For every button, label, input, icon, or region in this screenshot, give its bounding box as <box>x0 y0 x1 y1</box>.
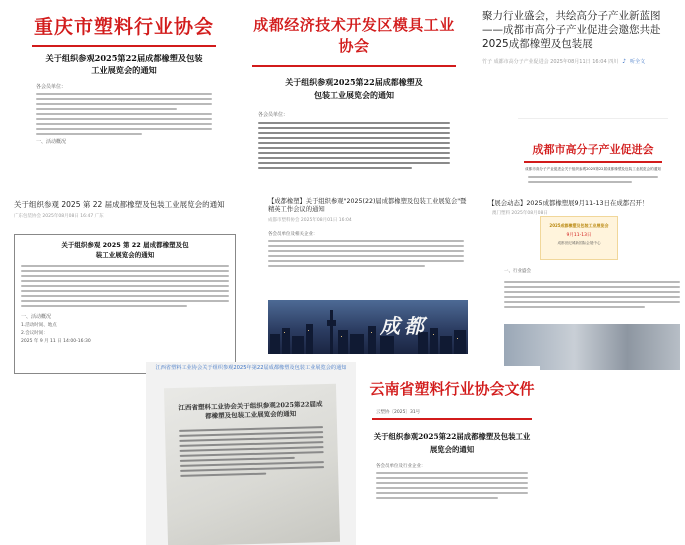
yunnan-doc-number: 云塑协〔2025〕31号 <box>376 410 421 415</box>
jiangxi-paper-photo <box>164 384 340 545</box>
jiangxi-doc-header: 江西省塑料工业协会关于组织参观2025第22届成都橡塑及包装工业展览会的通知 <box>178 400 323 421</box>
chengdu-city-meta: 成都市塑料协会 2025年08月01日 16:04 <box>268 218 352 223</box>
macau-headline[interactable]: 【展会动态】2025成都橡塑展9月11-13日在成都召开！ <box>488 199 649 207</box>
guangdong-body <box>21 265 229 307</box>
yunnan-title-line1: 关于组织参观2025第22届成都橡塑及包装工业 <box>373 432 531 441</box>
chengdu-city-headline[interactable]: 【成都橡塑】关于组织参观"2025(22)届成都橡塑及包装工业展览会"暨精英工作会议的通知 <box>268 198 467 213</box>
guangdong-document <box>14 234 236 374</box>
listen-button[interactable]: 听全文 <box>630 59 646 65</box>
macau-card-subtitle: 9月11-13日 <box>566 233 592 238</box>
yunnan-salutation: 各会员单位及行业企业： <box>376 464 426 469</box>
skyline-silhouette <box>268 300 468 354</box>
yunnan-title-line2: 展览会的通知 <box>429 445 475 454</box>
yunnan-header: 云南省塑料行业协会文件 <box>369 380 535 398</box>
macau-section-heading: 一、行业盛会 <box>504 269 531 274</box>
chongqing-header: 重庆市塑料行业协会 <box>33 16 214 38</box>
polymer-article-doc-title: 成都市高分子产业促进会关于组织参观2025第22届成都橡塑及包装工业展览会的通知 <box>525 167 661 171</box>
jiangxi-caption[interactable]: 江西省塑料工业协会关于组织参观2025年第22届成都橡塑及包装工业展览会的通知 <box>155 365 347 371</box>
chengdu-dev-title-line1: 关于组织参观2025第22届成都橡塑及 <box>285 77 423 87</box>
guangdong-date: 2025 年 9 月 11 日 14:00-16:30 <box>21 339 91 344</box>
guangdong-item-1: 1.活动时间、地点 <box>21 323 57 328</box>
chengdu-dev-red-rule <box>252 65 456 67</box>
chongqing-title-line1: 关于组织参观2025第22届成都橡塑及包装 <box>45 53 203 63</box>
guangdong-meta: 广东包装协会 2025年08月08日 16:47 广东 <box>14 214 104 219</box>
chongqing-body <box>36 93 212 135</box>
guangdong-list-heading: 一、活动概况 <box>21 314 52 320</box>
tile-macau[interactable] <box>488 196 685 374</box>
polymer-article-meta-row <box>482 58 683 65</box>
chengdu-dev-salutation: 各会员单位： <box>258 112 289 118</box>
tile-polymer-article[interactable] <box>480 0 685 192</box>
tile-chengdu-city[interactable] <box>258 196 474 356</box>
polymer-article-meta: 竹子 成都市高分子产业促进会 2025年08月11日 16:04 四川 <box>482 59 619 65</box>
chengdu-dev-title-line2: 包装工业展览会的通知 <box>314 90 394 100</box>
listen-icon: ♪ <box>622 58 627 65</box>
macau-card-venue: 成都世纪城新国际会展中心 <box>557 241 601 245</box>
macau-promo-card <box>540 216 618 260</box>
chongqing-red-rule <box>32 45 216 47</box>
chengdu-city-body <box>268 240 464 267</box>
chongqing-list-heading: 一、活动概况 <box>36 139 67 145</box>
chengdu-skyline-image <box>268 300 468 354</box>
guangdong-title-line2: 装工业展览会的通知 <box>95 251 155 259</box>
chongqing-salutation: 各会员单位： <box>36 84 67 90</box>
chengdu-dev-header: 成都经济技术开发区模具工业协会 <box>253 16 455 55</box>
chengdu-calligraphy: 成都 <box>380 314 428 338</box>
guangdong-item-2: 2.会议时间： <box>21 331 48 336</box>
polymer-article-red-rule <box>524 161 662 163</box>
tile-chongqing[interactable] <box>28 0 220 182</box>
polymer-article-org: 成都市高分子产业促进会 <box>532 143 654 156</box>
guangdong-headline[interactable]: 关于组织参观 2025 第 22 届成都橡塑及包装工业展览会的通知 <box>14 200 225 209</box>
guangdong-title-line1: 关于组织参观 2025 第 22 届成都橡塑及包 <box>61 241 189 249</box>
tile-jiangxi[interactable] <box>146 362 356 545</box>
macau-meta: 澳门塑料 2025年08月08日 <box>492 211 548 216</box>
polymer-article-document <box>518 118 668 188</box>
tile-guangdong[interactable] <box>0 196 240 382</box>
polymer-article-headline[interactable]: 聚力行业盛会，共绘高分子产业新蓝图——成都市高分子产业促进会邀您共赴2025成都橡塑及包装展 <box>482 10 661 50</box>
chengdu-city-intro: 各会员单位及相关企业： <box>268 232 318 237</box>
tile-chengdu-dev-zone[interactable] <box>246 0 462 194</box>
macau-card-title: 2025成都橡塑及包装工业展览会 <box>549 223 609 228</box>
chengdu-dev-body <box>258 122 450 169</box>
tile-yunnan[interactable] <box>364 366 540 545</box>
macau-photo-strip <box>504 324 680 370</box>
chongqing-title-line2: 工业展览会的通知 <box>91 65 157 75</box>
yunnan-body <box>376 472 528 499</box>
macau-body <box>504 278 680 311</box>
yunnan-red-rule <box>372 418 532 420</box>
